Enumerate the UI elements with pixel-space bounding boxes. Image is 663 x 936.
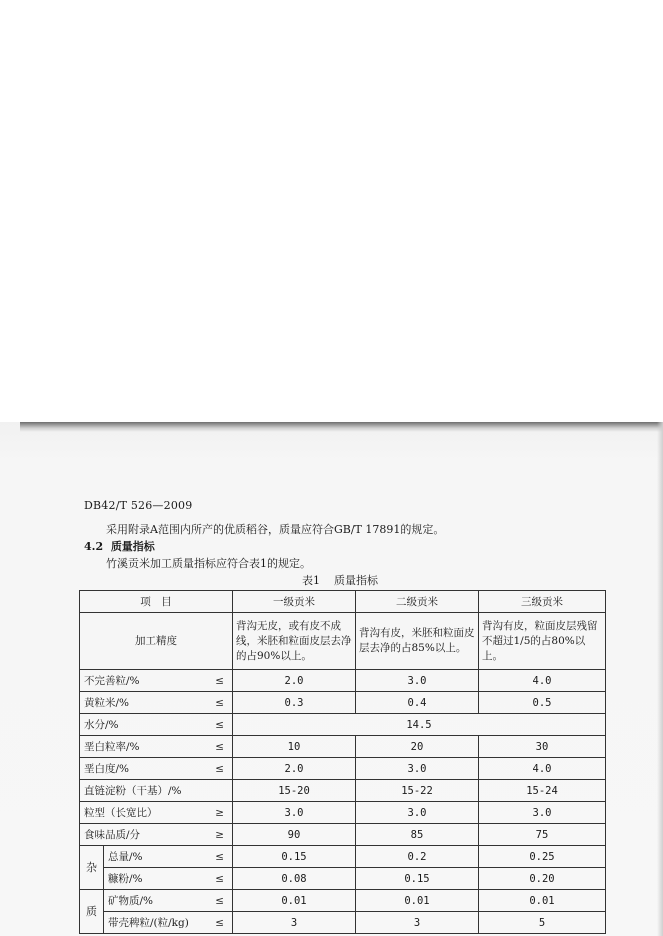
- table-row-precision: [80, 613, 606, 670]
- row-grade1: 2.0: [233, 670, 356, 692]
- row-operator: ≤: [208, 758, 233, 780]
- precision-grade1: 背沟无皮，或有皮不成线，米胚和粒面皮层去净的占90%以上。: [233, 613, 356, 670]
- precision-label: 加工精度: [80, 613, 233, 670]
- impurity-group-label-bottom: 质: [80, 890, 104, 934]
- row-label: 水分/%: [80, 714, 208, 736]
- row-operator: ≤: [208, 868, 233, 890]
- row-grade2: 0.4: [356, 692, 479, 714]
- row-operator: ≥: [208, 802, 233, 824]
- paragraph-raw-material: 采用附录A范围内所产的优质稻谷，质量应符合GB/T 17891的规定。: [106, 523, 445, 536]
- row-grade2: 3.0: [356, 758, 479, 780]
- header-item: 项 目: [80, 591, 233, 613]
- moisture-value: 14.5: [233, 714, 606, 736]
- row-grade2: 3.0: [356, 670, 479, 692]
- row-grade3: 4.0: [479, 670, 606, 692]
- row-grade1: 0.01: [233, 890, 356, 912]
- section-heading: [84, 538, 155, 554]
- header-grade2: 二级贡米: [356, 591, 479, 613]
- table-row: [80, 736, 606, 758]
- row-grade2: 20: [356, 736, 479, 758]
- page-top-edge: [20, 422, 663, 432]
- impurity-row: [80, 890, 606, 912]
- row-grade2: 3: [356, 912, 479, 934]
- row-grade2: 0.01: [356, 890, 479, 912]
- table-caption-title: 质量指标: [334, 574, 378, 587]
- row-label: 粒型（长宽比）: [80, 802, 208, 824]
- row-grade2: 3.0: [356, 802, 479, 824]
- row-label: 带壳稗粒/(粒/kg): [104, 912, 208, 934]
- row-grade2: 0.2: [356, 846, 479, 868]
- row-label: 不完善粒/%: [80, 670, 208, 692]
- impurity-row: [80, 846, 606, 868]
- row-grade3: 0.25: [479, 846, 606, 868]
- standard-code: DB42/T 526—2009: [84, 499, 193, 512]
- impurity-row: [80, 912, 606, 934]
- row-grade1: 0.3: [233, 692, 356, 714]
- row-operator: ≤: [208, 846, 233, 868]
- table-row: [80, 780, 606, 802]
- row-grade2: 15-22: [356, 780, 479, 802]
- row-label: 黄粒米/%: [80, 692, 208, 714]
- table-row: [80, 758, 606, 780]
- quality-table: [79, 590, 606, 934]
- row-grade3: 3.0: [479, 802, 606, 824]
- row-label: 垩白度/%: [80, 758, 208, 780]
- table-row: [80, 670, 606, 692]
- row-grade3: 15-24: [479, 780, 606, 802]
- precision-grade2: 背沟有皮，米胚和粒面皮层去净的占85%以上。: [356, 613, 479, 670]
- row-grade1: 15-20: [233, 780, 356, 802]
- document-page: [0, 422, 663, 936]
- row-operator: ≤: [208, 912, 233, 934]
- row-grade3: 0.20: [479, 868, 606, 890]
- impurity-row: [80, 868, 606, 890]
- row-operator: ≤: [208, 714, 233, 736]
- table-row: [80, 824, 606, 846]
- section-title: 质量指标: [110, 540, 155, 553]
- row-grade1: 0.08: [233, 868, 356, 890]
- row-operator: ≤: [208, 692, 233, 714]
- row-grade3: 30: [479, 736, 606, 758]
- row-label: 总量/%: [104, 846, 208, 868]
- row-grade1: 3.0: [233, 802, 356, 824]
- header-grade1: 一级贡米: [233, 591, 356, 613]
- row-grade3: 4.0: [479, 758, 606, 780]
- row-label: 直链淀粉（干基）/%: [80, 780, 233, 802]
- section-number: 4.2: [84, 540, 104, 553]
- table-caption: [302, 572, 378, 588]
- row-operator: ≤: [208, 890, 233, 912]
- row-grade1: 90: [233, 824, 356, 846]
- row-grade1: 10: [233, 736, 356, 758]
- row-label: 食味品质/分: [80, 824, 208, 846]
- table-row: [80, 802, 606, 824]
- row-grade2: 0.15: [356, 868, 479, 890]
- page-right-edge: [657, 422, 663, 936]
- row-grade1: 2.0: [233, 758, 356, 780]
- table-row-moisture: [80, 714, 606, 736]
- table-caption-number: 表1: [302, 574, 320, 587]
- row-grade3: 5: [479, 912, 606, 934]
- paragraph-quality-rule: 竹溪贡米加工质量指标应符合表1的规定。: [106, 557, 311, 570]
- row-label: 矿物质/%: [104, 890, 208, 912]
- row-operator: ≥: [208, 824, 233, 846]
- blank-area: [0, 0, 663, 422]
- header-grade3: 三级贡米: [479, 591, 606, 613]
- row-label: 糠粉/%: [104, 868, 208, 890]
- row-label: 垩白粒率/%: [80, 736, 208, 758]
- row-grade3: 0.5: [479, 692, 606, 714]
- row-grade1: 0.15: [233, 846, 356, 868]
- row-operator: ≤: [208, 670, 233, 692]
- row-operator: ≤: [208, 736, 233, 758]
- table-header-row: [80, 591, 606, 613]
- row-grade3: 75: [479, 824, 606, 846]
- row-grade1: 3: [233, 912, 356, 934]
- impurity-group-label-top: 杂: [80, 846, 104, 890]
- table-row: [80, 692, 606, 714]
- row-grade2: 85: [356, 824, 479, 846]
- row-grade3: 0.01: [479, 890, 606, 912]
- precision-grade3: 背沟有皮，粒面皮层残留不超过1/5的占80%以上。: [479, 613, 606, 670]
